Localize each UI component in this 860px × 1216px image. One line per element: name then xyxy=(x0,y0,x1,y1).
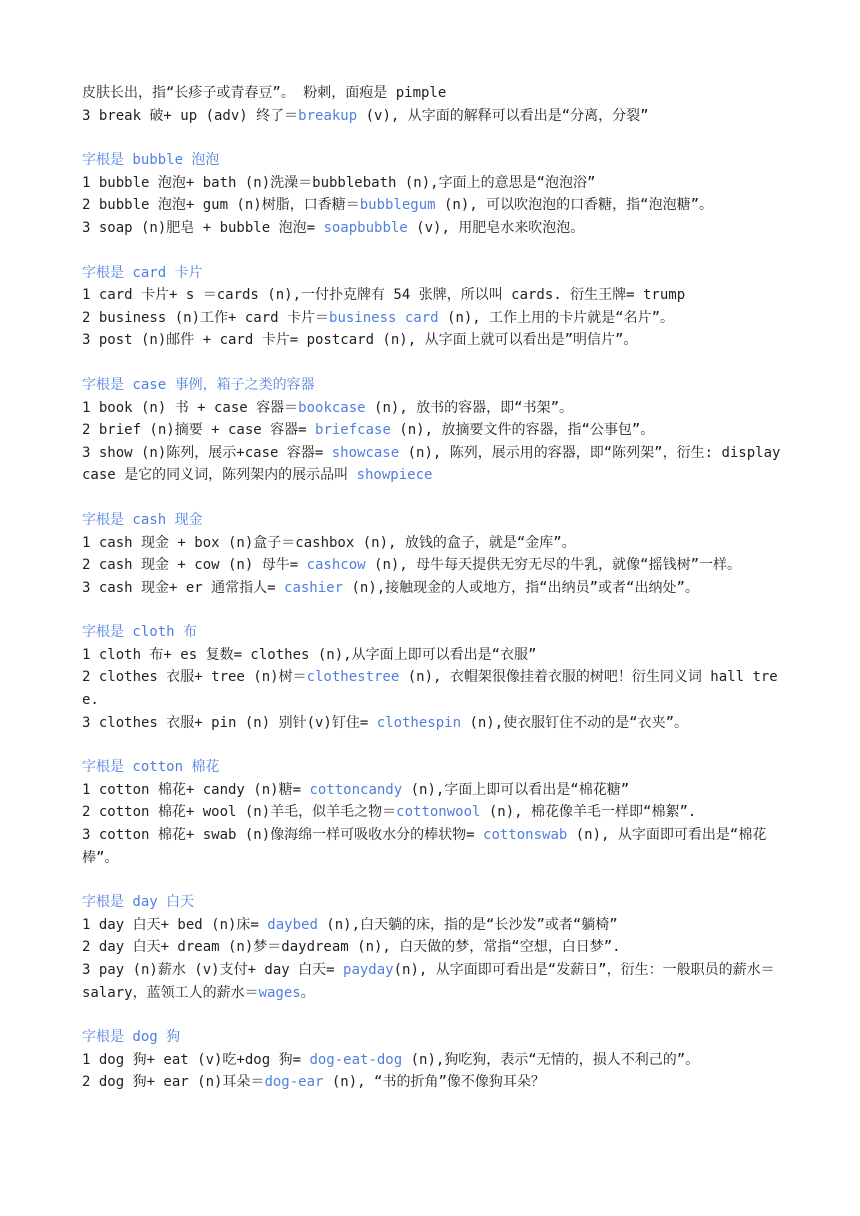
vocab-section xyxy=(82,262,782,352)
section-heading: 字根是 cotton 棉花 xyxy=(82,759,220,776)
entry-line xyxy=(82,442,789,487)
vocab-section xyxy=(82,756,782,869)
entry-text: 3 clothes 衣服+ pin (n) 别针(v)钉住= xyxy=(82,714,377,731)
entry-line xyxy=(82,194,782,217)
entry-line xyxy=(82,172,782,195)
entry-text: (n),白天躺的床，指的是“长沙发”或者“躺椅” xyxy=(317,916,618,933)
section-heading: 字根是 bubble 泡泡 xyxy=(82,152,220,169)
entry-text: 1 card 卡片+ s ＝cards (n),一付扑克牌有 54 张牌，所以叫 cards. 衍生王牌= trump xyxy=(82,287,686,304)
highlighted-term: cottonwool xyxy=(396,804,481,821)
entry-text: 皮肤长出，指“长疹子或青春豆”。 粉刺，面疱是 pimple xyxy=(82,85,447,101)
vocab-section xyxy=(82,621,782,734)
section-heading: 字根是 card 卡片 xyxy=(82,264,203,281)
continued-section xyxy=(82,82,782,127)
entry-text: (n), 从字面即可看出是“发薪日”，衍生：一般职员的薪水＝salary，蓝领工人的薪水＝ xyxy=(82,962,775,1001)
entry-text: 3 soap (n)肥皂 + bubble 泡泡= xyxy=(82,219,324,236)
entry-line xyxy=(82,284,782,307)
entry-line xyxy=(82,824,782,869)
vocab-section xyxy=(82,891,782,1004)
entry-text: (n),字面上即可以看出是“棉花糖” xyxy=(402,781,630,798)
highlighted-term: dog-ear xyxy=(264,1074,324,1091)
entry-text: 2 clothes 衣服+ tree (n)树＝ xyxy=(82,669,307,686)
highlighted-term: bubblegum xyxy=(359,197,436,214)
entry-text: 1 day 白天+ bed (n)床= xyxy=(82,916,268,933)
entry-line xyxy=(82,532,782,555)
entry-text: 1 bubble 泡泡+ bath (n)洗澡＝bubblebath (n),字面上的意思是“泡泡浴” xyxy=(82,174,596,191)
entry-text: (v), 用肥皂水来吹泡泡。 xyxy=(407,219,585,236)
entry-text: 3 show (n)陈列，展示+case 容器= xyxy=(82,444,332,461)
entry-text: 2 dog 狗+ ear (n)耳朵＝ xyxy=(82,1074,265,1091)
entry-line xyxy=(82,329,782,352)
highlighted-term: soapbubble xyxy=(323,219,408,236)
section-heading: 字根是 cloth 布 xyxy=(82,624,198,641)
entry-line xyxy=(82,801,782,824)
section-heading: 字根是 cash 现金 xyxy=(82,511,203,528)
entry-text: 2 cotton 棉花+ wool (n)羊毛，似羊毛之物＝ xyxy=(82,804,397,821)
entry-text: (n),接触现金的人或地方，指“出纳员”或者“出纳处”。 xyxy=(343,579,699,596)
entry-text: (n), “书的折角”像不像狗耳朵？ xyxy=(323,1074,545,1091)
entry-text: 1 cotton 棉花+ candy (n)糖= xyxy=(82,781,310,798)
entry-line xyxy=(82,307,782,330)
vocab-section xyxy=(82,374,789,487)
vocab-section xyxy=(82,509,782,599)
entry-line xyxy=(82,1071,782,1094)
entry-text: (n),狗吃狗，表示“无情的，损人不利己的”。 xyxy=(402,1051,700,1068)
entry-line xyxy=(82,959,782,1004)
entry-text: (v), 从字面的解释可以看出是“分离，分裂” xyxy=(357,107,649,124)
highlighted-term: dog-eat-dog xyxy=(309,1051,403,1068)
entry-text: (n), 从字面即可看出是“棉花棒”。 xyxy=(82,827,767,866)
entry-line xyxy=(82,712,782,735)
highlighted-term: wages xyxy=(258,984,301,1001)
entry-text: 3 cotton 棉花+ swab (n)像海绵一样可吸收水分的棒状物= xyxy=(82,827,484,844)
entry-text: 2 business (n)工作+ card 卡片＝ xyxy=(82,309,330,326)
entry-line xyxy=(82,936,782,959)
highlighted-term: clothestree xyxy=(306,669,400,686)
entry-text: 2 cash 现金 + cow (n) 母牛= xyxy=(82,557,307,574)
entry-text: 1 book (n) 书 + case 容器＝ xyxy=(82,399,299,416)
entry-text: 1 cloth 布+ es 复数= clothes (n),从字面上即可以看出是“衣服” xyxy=(82,646,537,663)
entry-line xyxy=(82,554,782,577)
highlighted-term: payday xyxy=(343,962,394,978)
entry-text: (n), 放摘要文件的容器，指“公事包”。 xyxy=(390,422,655,439)
section-heading: 字根是 case 事例，箱子之类的容器 xyxy=(82,376,315,393)
entry-text: (n), 衣帽架很像挂着衣服的树吧！衍生同义词 hall tree. xyxy=(82,669,778,709)
highlighted-term: cashier xyxy=(284,579,344,596)
entry-line xyxy=(82,914,782,937)
vocab-section xyxy=(82,1026,782,1094)
entry-line xyxy=(82,105,782,128)
entry-text: (n),使衣服钉住不动的是“衣夹”。 xyxy=(461,714,689,731)
entry-line xyxy=(82,1049,782,1072)
highlighted-term: briefcase xyxy=(315,422,391,439)
entry-text: 3 cash 现金+ er 通常指人= xyxy=(82,579,285,596)
highlighted-term: showcase xyxy=(331,444,400,461)
highlighted-term: cottonswab xyxy=(483,827,568,844)
section-heading: 字根是 dog 狗 xyxy=(82,1029,181,1046)
entry-text: (n), 棉花像羊毛一样即“棉絮”. xyxy=(480,804,697,821)
entry-text: (n), 放书的容器，即“书架”。 xyxy=(365,399,574,416)
entry-line xyxy=(82,577,782,600)
entry-line xyxy=(82,644,782,667)
entry-text: 1 cash 现金 + box (n)盒子＝cashbox (n), 放钱的盒子，就是“金库”。 xyxy=(82,534,576,551)
entry-line xyxy=(82,397,782,420)
entry-text: 1 dog 狗+ eat (v)吃+dog 狗= xyxy=(82,1051,310,1068)
highlighted-term: cashcow xyxy=(306,557,366,574)
highlighted-term: showpiece xyxy=(356,467,433,484)
highlighted-term: cottoncandy xyxy=(309,781,403,798)
entry-text: (n), 工作上用的卡片就是“名片”。 xyxy=(438,309,675,326)
entry-text: 。 xyxy=(300,984,315,1001)
entry-line xyxy=(82,419,782,442)
entry-text: 3 pay (n)薪水 (v)支付+ day 白天= xyxy=(82,962,344,978)
entry-line xyxy=(82,82,782,105)
highlighted-term: clothespin xyxy=(376,714,462,731)
vocab-section xyxy=(82,149,782,239)
highlighted-term: daybed xyxy=(267,916,318,933)
highlighted-term: breakup xyxy=(298,107,358,124)
section-heading: 字根是 day 白天 xyxy=(82,894,195,911)
entry-text: (n), 母牛每天提供无穷无尽的牛乳，就像“摇钱树”一样。 xyxy=(365,557,742,574)
entry-text: 3 break 破+ up (adv) 终了＝ xyxy=(82,107,299,124)
entry-text: 2 brief (n)摘要 + case 容器= xyxy=(82,422,316,439)
entry-text: (n), 可以吹泡泡的口香糖，指“泡泡糖”。 xyxy=(435,197,714,214)
entry-text: 2 day 白天+ dream (n)梦＝daydream (n), 白天做的梦，常指“空想，白日梦”. xyxy=(82,939,621,956)
entry-text: 3 post (n)邮件 + card 卡片= postcard (n), 从字面上就可以看出是”明信片”。 xyxy=(82,332,638,349)
highlighted-term: bookcase xyxy=(298,399,366,416)
highlighted-term: business card xyxy=(329,309,439,326)
entry-line xyxy=(82,779,782,802)
entry-text: (n), 陈列，展示用的容器，即“陈列架”，衍生: display case 是它的同义词，陈列架内的展示品叫 xyxy=(82,444,789,484)
entry-text: 2 bubble 泡泡+ gum (n)树脂，口香糖＝ xyxy=(82,197,360,214)
entry-line xyxy=(82,666,782,711)
entry-line xyxy=(82,217,782,240)
